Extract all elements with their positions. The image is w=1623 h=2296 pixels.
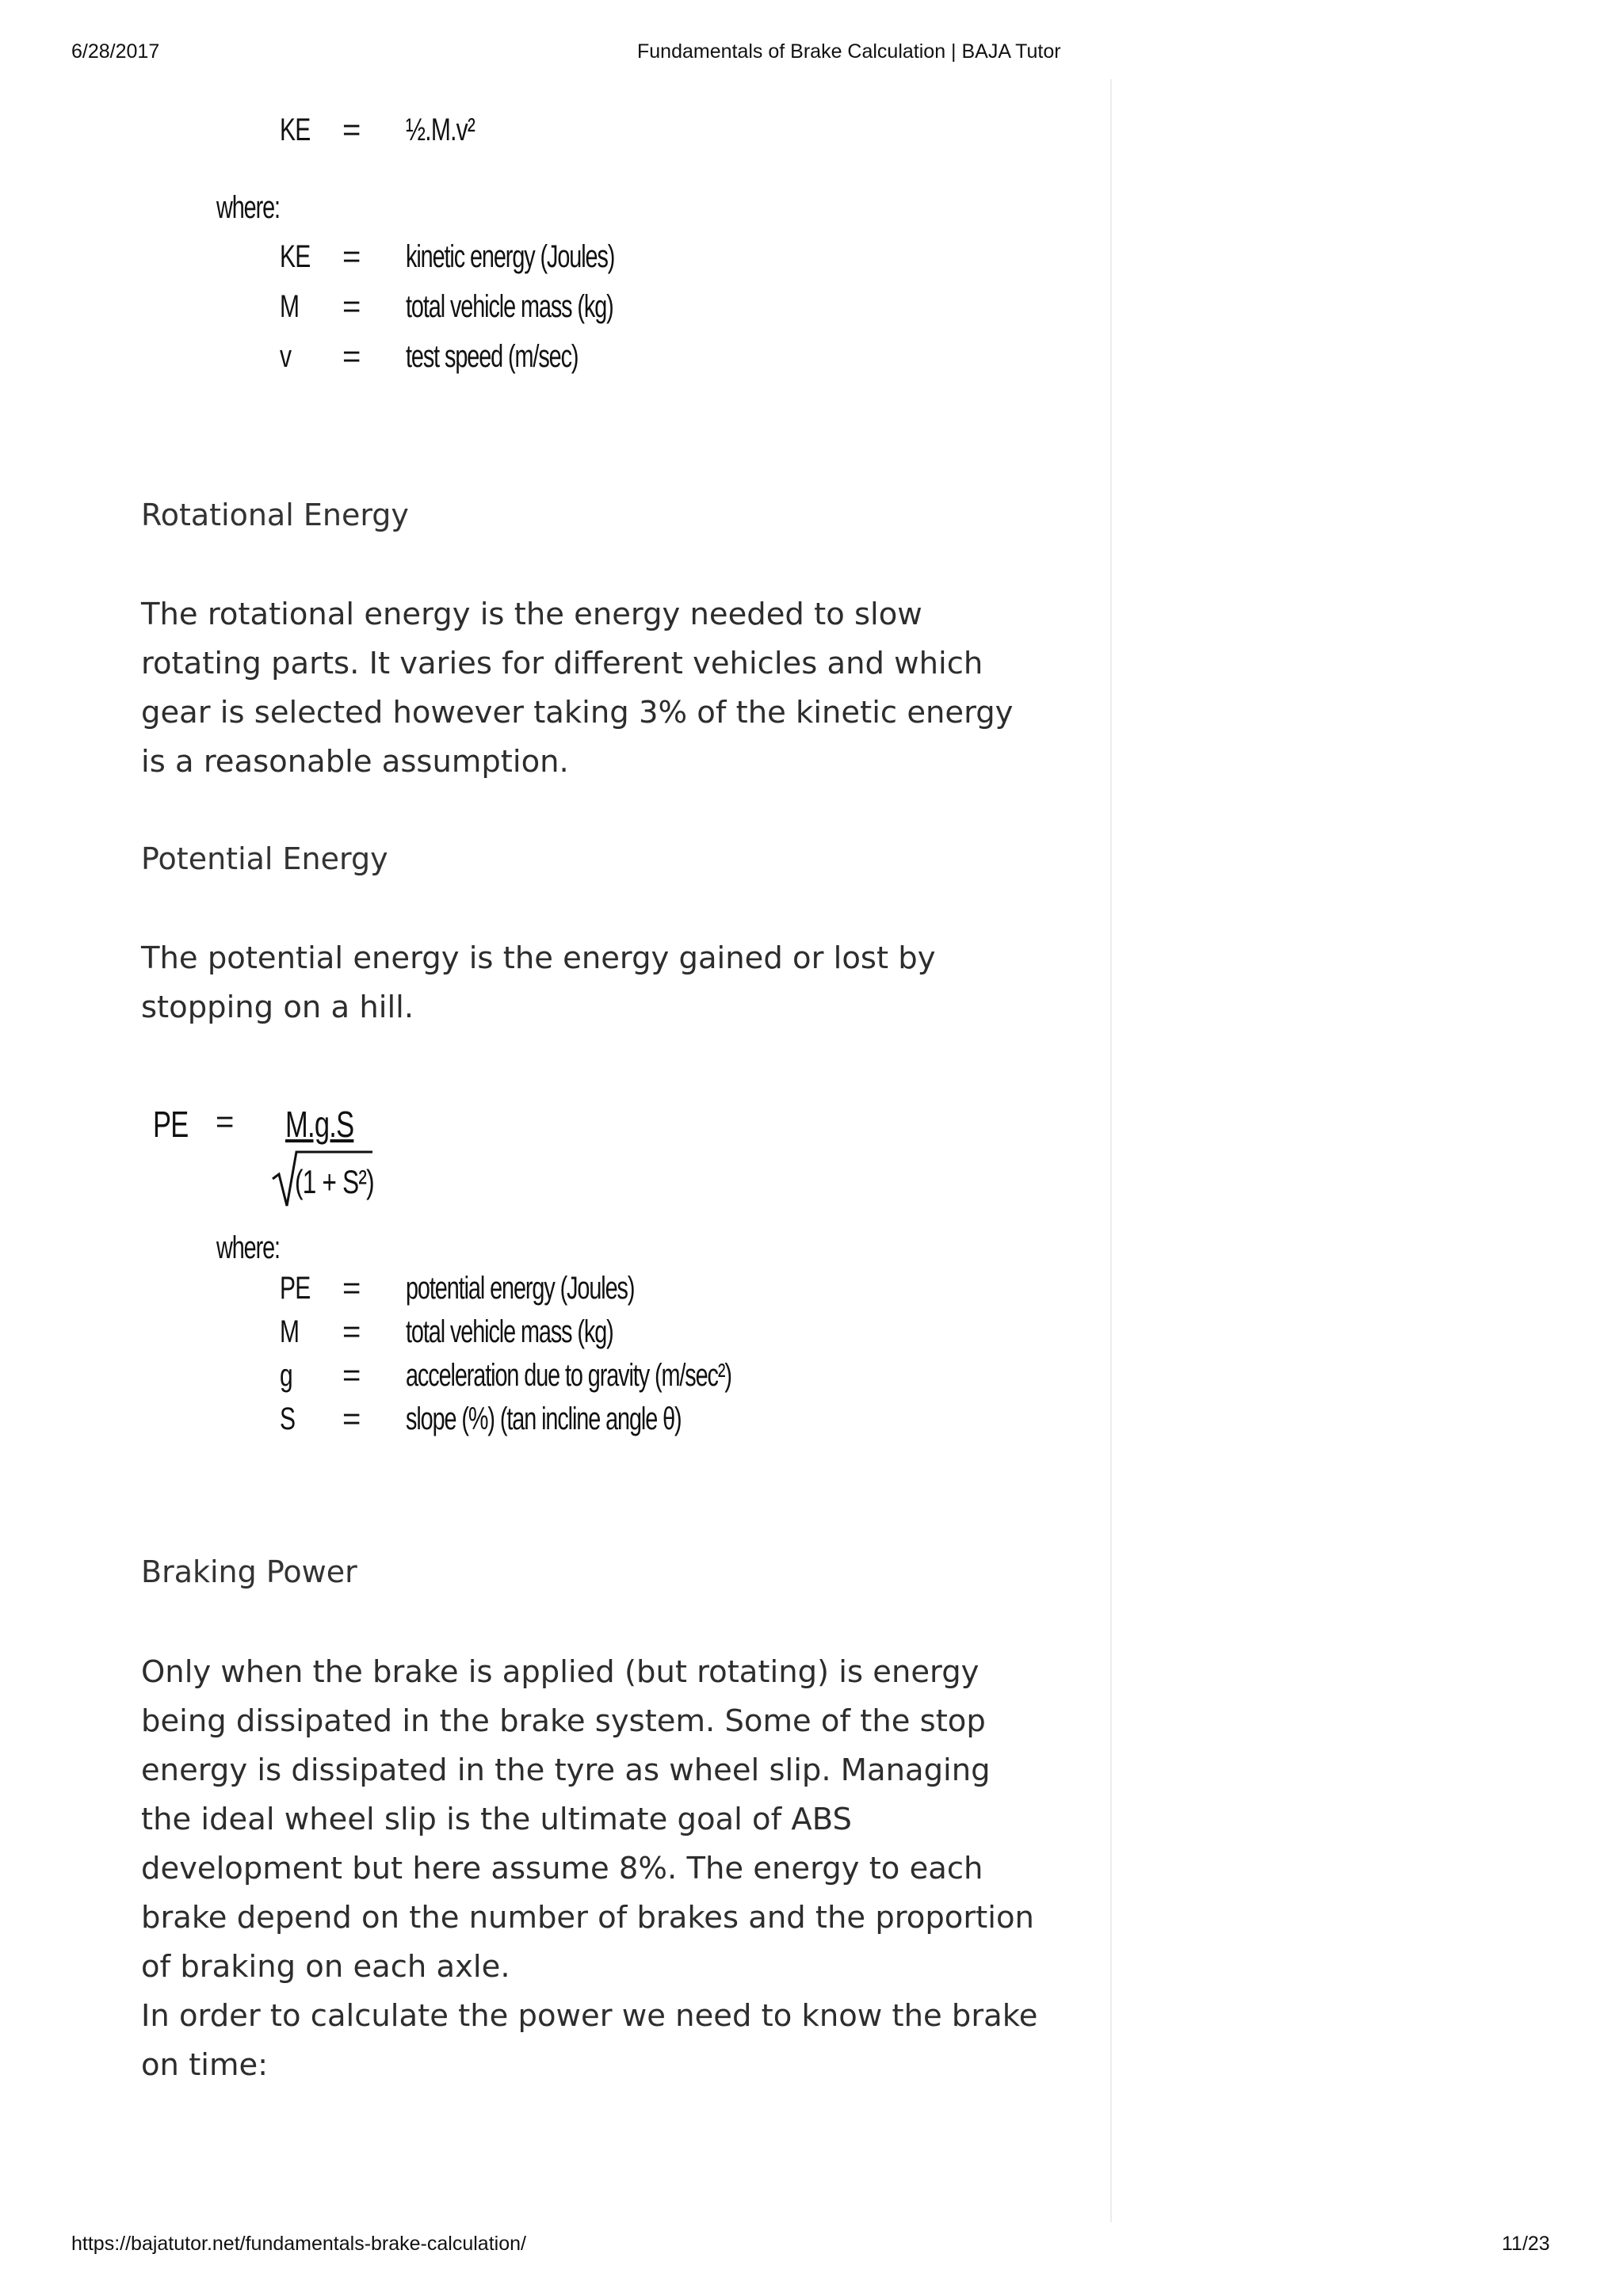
pe-def-equals: = [342, 1402, 361, 1436]
page-number: 11/23 [1502, 2233, 1550, 2255]
ke-def-description: kinetic energy (Joules) [406, 239, 615, 274]
rotational-energy-text: The rotational energy is the energy needed to slow rotating parts. It varies for different vehicles and which gear is selected however taking 3% of the kinetic energy is a reasonable assumption. [141, 597, 1014, 780]
pe-def-symbol: S [280, 1402, 296, 1436]
ke-def-symbol: M [280, 289, 300, 324]
print-date: 6/28/2017 [71, 40, 160, 63]
pe-def-equals: = [342, 1314, 361, 1349]
ke-lhs: KE [280, 113, 311, 147]
pe-numerator: M.g.S [285, 1104, 354, 1145]
ke-def-description: test speed (m/sec) [406, 339, 579, 374]
pe-lhs: PE [153, 1104, 189, 1145]
braking-power-text: Only when the brake is applied (but rotating) is energy being dissipated in the brake system. Some of the stop energy is dissipated in the tyre as wheel slip. Managing the ideal wheel slip is the ultimate goal of ABS development but here assume 8%. The energy to each brake depend on the number of brakes and the proportion of braking on each axle. [141, 1654, 1034, 1985]
ke-def-symbol: v [280, 339, 292, 374]
brake-on-time-text: In order to calculate the power we need to know the brake on time: [141, 1998, 1038, 2083]
braking-power-heading: Braking Power [141, 1554, 357, 1589]
pe-denominator: (1 + S²) [295, 1163, 374, 1200]
rotational-energy-heading: Rotational Energy [141, 498, 409, 532]
pe-where-label: where: [216, 1230, 280, 1265]
ke-def-equals: = [342, 339, 361, 374]
pe-def-description: potential energy (Joules) [406, 1271, 635, 1306]
ke-equals: = [342, 113, 361, 147]
potential-energy-text: The potential energy is the energy gained or lost by stopping on a hill. [141, 940, 936, 1025]
pe-def-description: total vehicle mass (kg) [406, 1314, 613, 1349]
sidebar-divider [1110, 79, 1112, 2222]
pe-def-description: slope (%) (tan incline angle θ) [406, 1402, 682, 1436]
ke-def-symbol: KE [280, 239, 311, 274]
potential-energy-heading: Potential Energy [141, 841, 388, 876]
pe-def-description: acceleration due to gravity (m/sec²) [406, 1358, 731, 1393]
pe-def-symbol: M [280, 1314, 300, 1349]
pe-equals: = [216, 1104, 235, 1139]
ke-def-equals: = [342, 239, 361, 274]
ke-where-label: where: [216, 190, 280, 225]
pe-def-symbol: g [280, 1358, 292, 1393]
ke-def-description: total vehicle mass (kg) [406, 289, 613, 324]
page-title: Fundamentals of Brake Calculation | BAJA Tutor [637, 40, 1061, 63]
ke-def-equals: = [342, 289, 361, 324]
pe-def-equals: = [342, 1271, 361, 1306]
ke-rhs: ½.M.v² [406, 113, 475, 147]
pe-def-symbol: PE [280, 1271, 311, 1306]
page-url: https://bajatutor.net/fundamentals-brake-calculation/ [71, 2233, 526, 2255]
pe-def-equals: = [342, 1358, 361, 1393]
